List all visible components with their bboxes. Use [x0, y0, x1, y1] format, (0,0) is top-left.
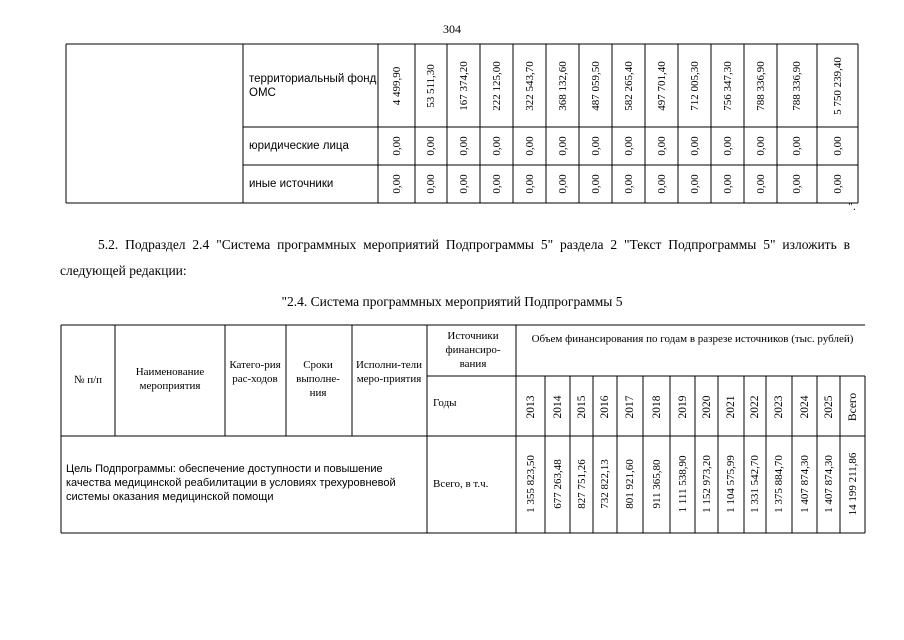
- header-num: № п/п: [73, 374, 103, 386]
- goal-value-cell: 911 365,80: [650, 459, 663, 509]
- top-row-label: территориальный фонд ОМС: [249, 73, 377, 100]
- top-table-cell: 5 750 239,40: [831, 56, 844, 115]
- top-table-cell: 322 543,70: [523, 60, 536, 111]
- goal-value-cell: 1 407 874,30: [822, 455, 835, 513]
- page-number: 304: [443, 22, 461, 36]
- year-header: Всего: [846, 392, 859, 422]
- year-header: 2020: [700, 395, 713, 419]
- goal-source: Всего, в т.ч.: [433, 478, 489, 490]
- top-table-cell: 0,00: [655, 136, 668, 156]
- header-terms: Сроки выполне-ния: [296, 359, 340, 399]
- top-table-cell: 0,00: [523, 174, 536, 194]
- top-table-cell: 756 347,30: [721, 60, 734, 111]
- year-header: 2013: [524, 395, 537, 419]
- year-header: 2023: [773, 395, 785, 419]
- top-row-label: иные источники: [249, 178, 334, 190]
- top-table-cell: 712 005,30: [688, 60, 701, 111]
- top-table-cell: 222 125,00: [490, 60, 503, 111]
- top-table-cell: 53 511,30: [425, 63, 437, 108]
- top-table-cell: 0,00: [390, 174, 403, 194]
- top-table-cell: 0,00: [556, 136, 569, 156]
- year-header: 2015: [575, 395, 588, 419]
- top-table-cell: 0,00: [425, 136, 437, 156]
- year-header: 2017: [624, 395, 636, 419]
- amendment-paragraph-text: 5.2. Подраздел 2.4 "Система программных мероприятий Подпрограммы 5" раздела 2 "Текст Подпрограммы 5" изложить в следующей редакции:: [60, 237, 850, 278]
- top-table-cell: 368 132,60: [556, 60, 569, 111]
- year-header: 2018: [650, 395, 663, 419]
- top-table-cell: 0,00: [791, 136, 803, 156]
- top-table-cell: 0,00: [721, 136, 734, 156]
- top-table-cell: 0,00: [754, 174, 767, 194]
- top-table-cell: 4 499,90: [390, 66, 403, 105]
- year-header: 2021: [725, 395, 737, 419]
- closing-quote: ".: [848, 199, 856, 213]
- top-table-cell: 0,00: [490, 136, 503, 156]
- goal-value-cell: 14 199 211,86: [846, 452, 859, 516]
- goal-value-cell: 732 822,13: [599, 459, 611, 509]
- top-table-cell: 0,00: [457, 174, 470, 194]
- goal-value-cell: 801 921,60: [624, 459, 636, 509]
- top-table-cell: 0,00: [655, 174, 668, 194]
- top-table-cell: 788 336,90: [754, 60, 767, 111]
- top-table-cell: 0,00: [425, 174, 437, 194]
- header-category: Катего-рия рас-ходов: [229, 359, 281, 385]
- goal-value-cell: 1 375 884,70: [773, 455, 785, 513]
- top-table-cell: 0,00: [831, 174, 844, 194]
- goal-value-cell: 1 152 973,20: [700, 455, 713, 513]
- top-table-cell: 0,00: [523, 136, 536, 156]
- year-header: 2019: [676, 395, 689, 419]
- year-header: 2022: [749, 395, 761, 419]
- goal-value-cell: 1 355 823,50: [524, 455, 537, 513]
- section-heading: "2.4. Система программных мероприятий Подпрограммы 5: [281, 294, 623, 309]
- year-header: 2025: [822, 395, 835, 419]
- year-header: 2024: [798, 395, 811, 419]
- amendment-paragraph: [60, 232, 850, 284]
- top-table-cell: 0,00: [622, 174, 635, 194]
- goal-value-cell: 1 331 542,70: [749, 455, 761, 513]
- top-table-cell: 0,00: [589, 174, 602, 194]
- goal-text: Цель Подпрограммы: обеспечение доступности и повышение качества медицинской реабилитации в условиях трехуровневой системы оказания медицинской помощи: [66, 463, 396, 503]
- top-table-cell: 0,00: [589, 136, 602, 156]
- year-header: 2016: [599, 395, 611, 419]
- goal-value-cell: 1 407 874,30: [798, 455, 811, 513]
- goal-value-cell: 827 751,26: [575, 459, 588, 509]
- top-table-cell: 0,00: [490, 174, 503, 194]
- top-table-cell: 167 374,20: [457, 60, 470, 111]
- top-row-label: юридические лица: [249, 140, 349, 152]
- top-table-cell: 0,00: [622, 136, 635, 156]
- top-table-cell: 497 701,40: [655, 60, 668, 111]
- top-table-cell: 0,00: [457, 136, 470, 156]
- top-table-cell: 0,00: [390, 136, 403, 156]
- top-table-cell: 0,00: [754, 136, 767, 156]
- top-table-cell: 0,00: [721, 174, 734, 194]
- top-table-cell: 0,00: [688, 136, 701, 156]
- header-sources: Источники финансиро-вания: [445, 330, 501, 370]
- header-funding: Объем финансирования по годам в разрезе источников (тыс. рублей): [531, 333, 854, 345]
- header-executors: Исполни-тели меро-приятия: [355, 359, 423, 385]
- goal-value-cell: 1 111 538,90: [676, 455, 689, 513]
- header-name: Наименование мероприятия: [135, 366, 205, 392]
- top-table-cell: 0,00: [688, 174, 701, 194]
- top-table-cell: 0,00: [556, 174, 569, 194]
- header-years-label: Годы: [433, 397, 457, 409]
- top-table-cell: 788 336,90: [791, 60, 803, 111]
- top-table-cell: 0,00: [791, 174, 803, 194]
- goal-value-cell: 677 263,48: [551, 459, 564, 509]
- top-table-cell: 487 059,50: [589, 60, 602, 111]
- top-table-cell: 0,00: [831, 136, 844, 156]
- top-table-cell: 582 265,40: [622, 60, 635, 111]
- year-header: 2014: [551, 395, 564, 419]
- goal-value-cell: 1 104 575,99: [725, 455, 737, 513]
